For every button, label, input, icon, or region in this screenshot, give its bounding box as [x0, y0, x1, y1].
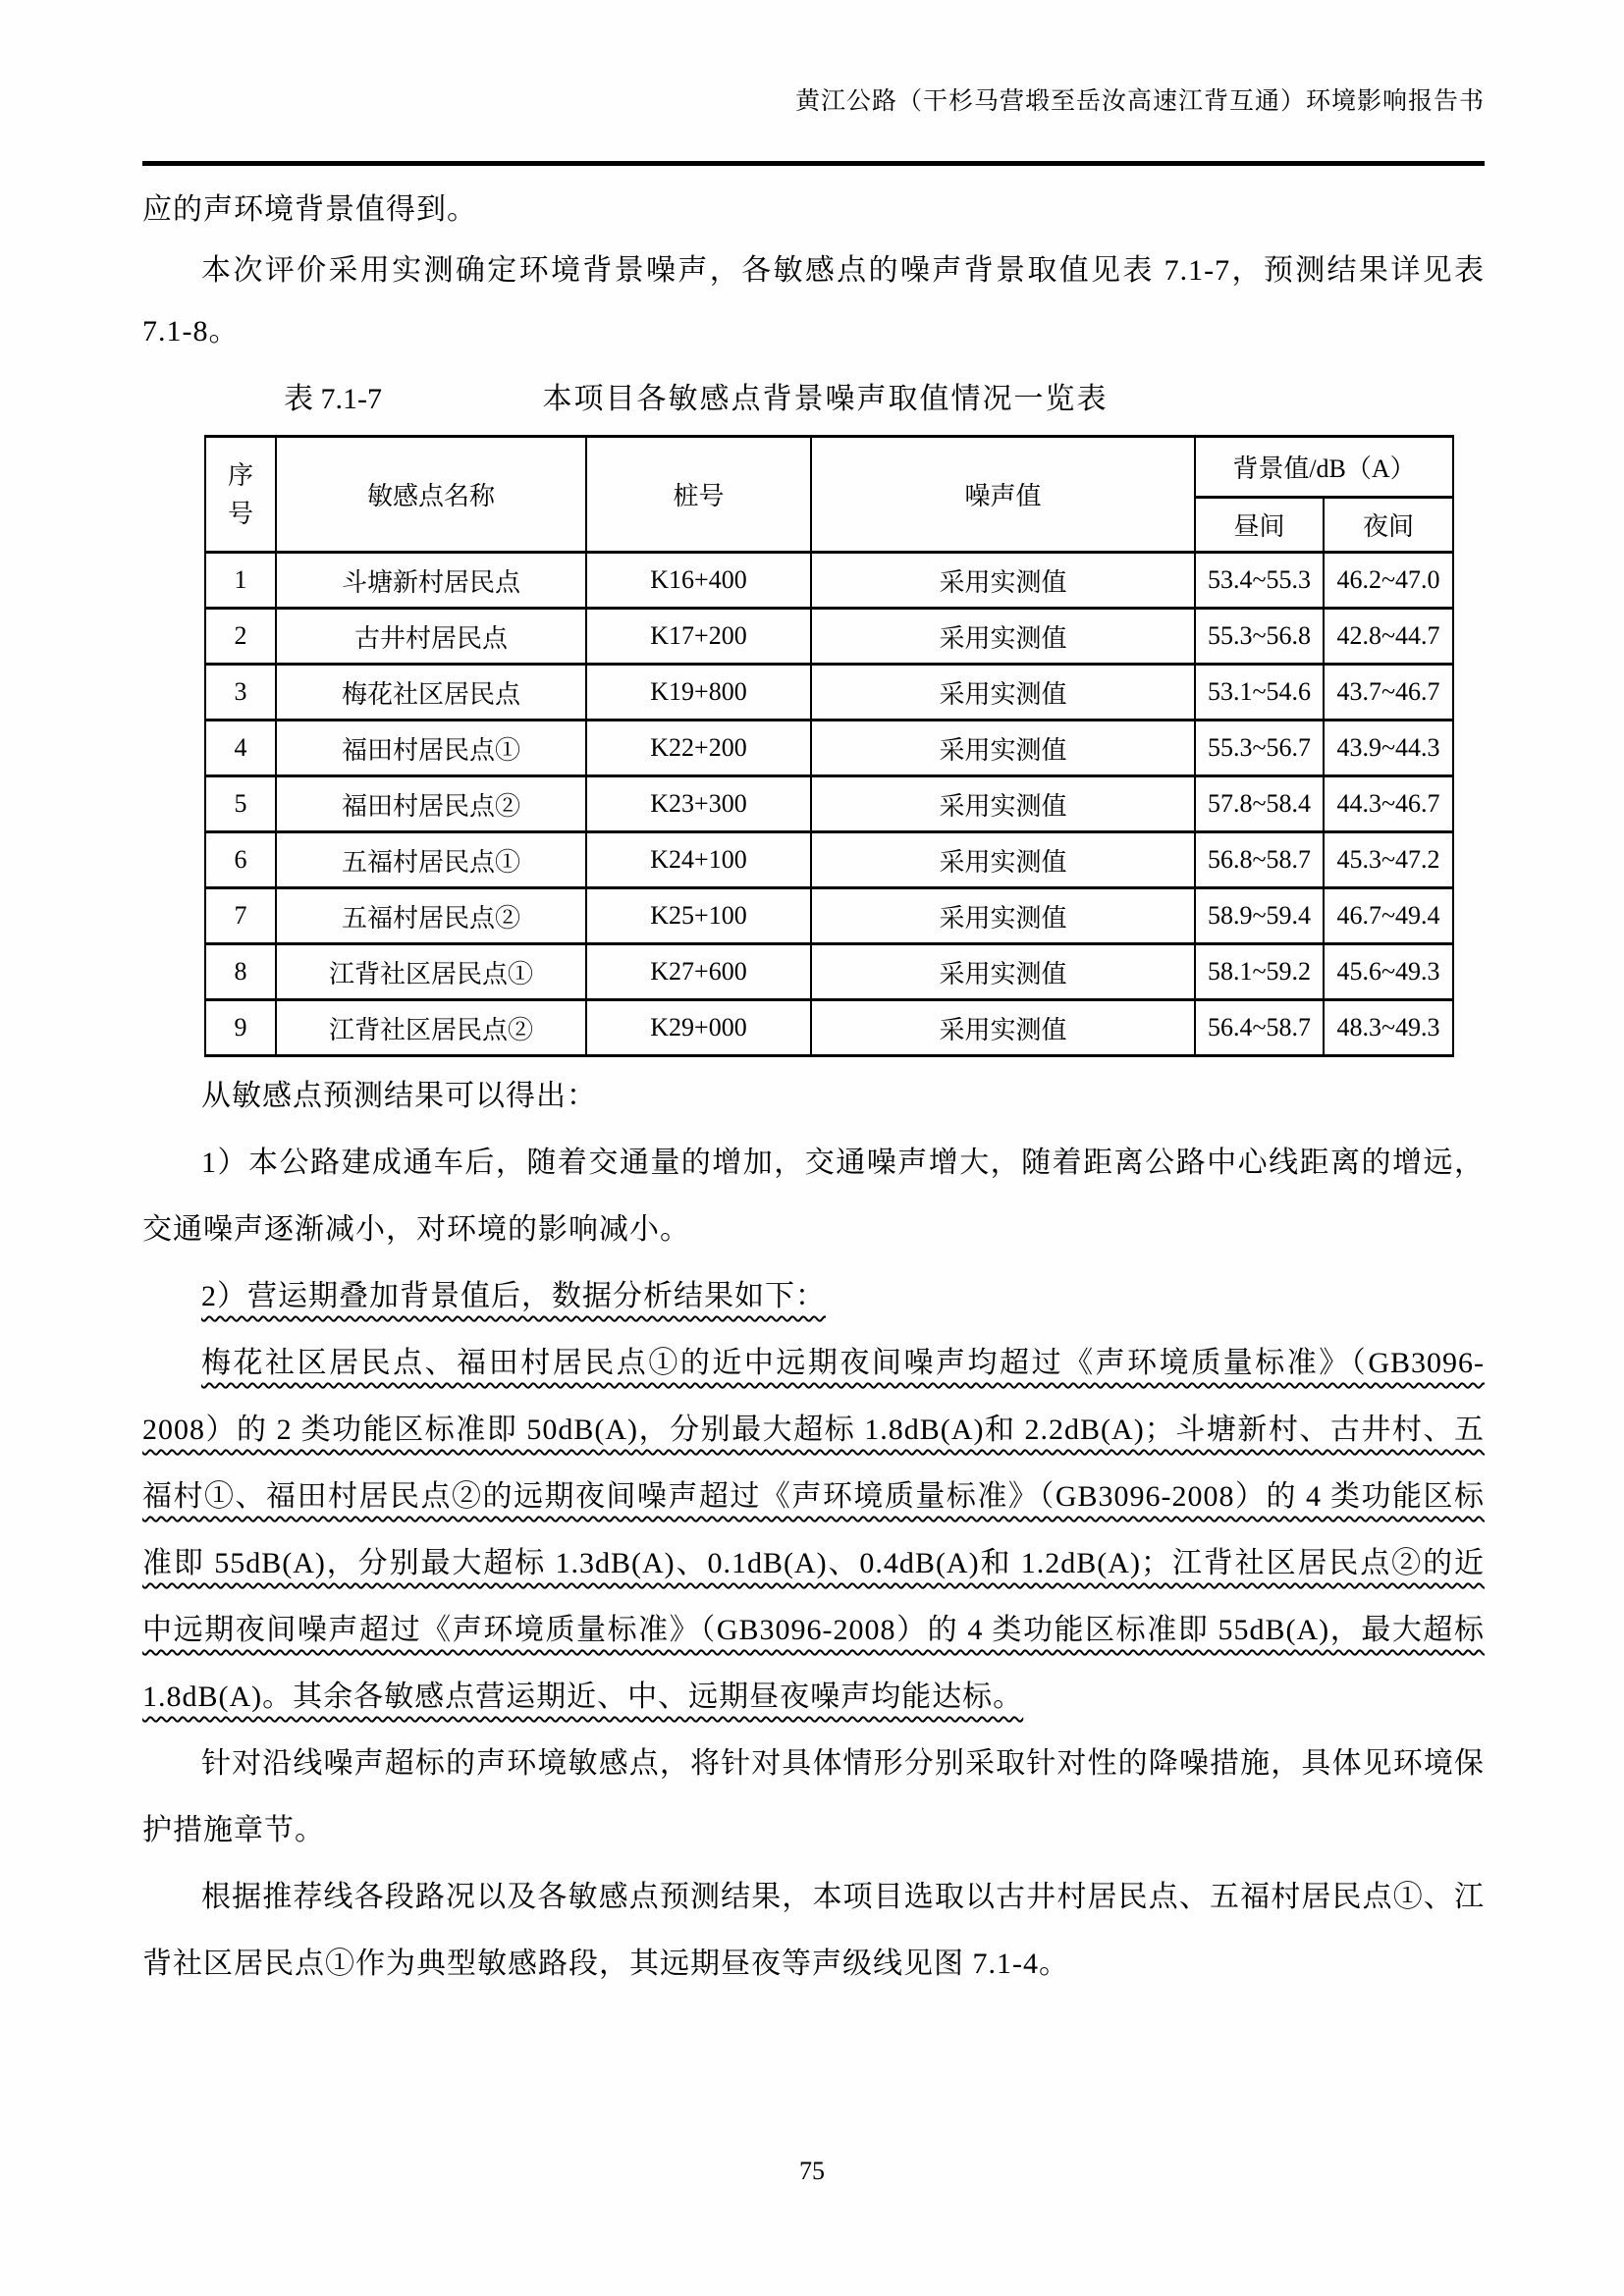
table-row	[205, 665, 1453, 721]
paragraph-mitigation: 针对沿线噪声超标的声环境敏感点，将针对具体情形分别采取针对性的降噪措施，具体见环境保护措施章节。	[142, 1747, 1485, 1846]
cell-noise: 采用实测值	[811, 609, 1195, 665]
cell-name: 五福村居民点②	[276, 888, 586, 944]
cell-night: 45.6~49.3	[1324, 944, 1453, 1000]
table-row	[205, 553, 1453, 609]
analysis-section	[142, 1063, 1485, 1998]
cell-night: 44.3~46.7	[1324, 776, 1453, 832]
cell-day: 53.1~54.6	[1195, 665, 1324, 721]
cell-name: 江背社区居民点①	[276, 944, 586, 1000]
table-row	[205, 888, 1453, 944]
cell-night: 43.9~44.3	[1324, 721, 1453, 776]
cell-stake: K24+100	[586, 832, 811, 888]
table-row	[205, 609, 1453, 665]
cell-day: 56.4~58.7	[1195, 1000, 1324, 1056]
header-cell-index: 序号	[205, 437, 276, 553]
table-row	[205, 776, 1453, 832]
background-noise-table	[204, 435, 1454, 1057]
table-caption-label: 表 7.1-7	[284, 383, 382, 415]
header-cell-background: 背景值/dB（A）	[1195, 437, 1453, 498]
cell-name: 五福村居民点①	[276, 832, 586, 888]
cell-noise: 采用实测值	[811, 721, 1195, 776]
paragraph-intro-tail: 应的声环境背景值得到。	[142, 193, 477, 226]
cell-night: 46.2~47.0	[1324, 553, 1453, 609]
paragraph-method: 本次评价采用实测确定环境背景噪声，各敏感点的噪声背景取值见表 7.1-7，预测结果详见表 7.1-8。	[142, 254, 1485, 347]
cell-noise: 采用实测值	[811, 553, 1195, 609]
cell-name: 斗塘新村居民点	[276, 553, 586, 609]
table-row	[205, 1000, 1453, 1056]
table-row	[205, 721, 1453, 776]
cell-day: 58.9~59.4	[1195, 888, 1324, 944]
cell-day: 58.1~59.2	[1195, 944, 1324, 1000]
header-cell-noise: 噪声值	[811, 437, 1195, 553]
cell-name: 梅花社区居民点	[276, 665, 586, 721]
cell-name: 江背社区居民点②	[276, 1000, 586, 1056]
cell-stake: K25+100	[586, 888, 811, 944]
cell-stake: K17+200	[586, 609, 811, 665]
cell-index: 1	[205, 553, 276, 609]
cell-noise: 采用实测值	[811, 665, 1195, 721]
paragraph-typical-sections: 根据推荐线各段路况以及各敏感点预测结果，本项目选取以古井村居民点、五福村居民点①、江背社区居民点①作为典型敏感路段，其远期昼夜等声级线见图 7.1-4。	[142, 1881, 1485, 1980]
cell-index: 7	[205, 888, 276, 944]
running-header: 黄江公路（干杉马营塅至岳汝高速江背互通）环境影响报告书	[794, 88, 1485, 115]
paragraph-conclusion-lead: 从敏感点预测结果可以得出：	[201, 1080, 597, 1112]
header-rule	[142, 161, 1485, 166]
page-content	[0, 86, 1624, 1998]
cell-index: 5	[205, 776, 276, 832]
cell-noise: 采用实测值	[811, 1000, 1195, 1056]
cell-noise: 采用实测值	[811, 832, 1195, 888]
cell-stake: K27+600	[586, 944, 811, 1000]
cell-index: 2	[205, 609, 276, 665]
table-header-row-1	[205, 437, 1453, 498]
cell-stake: K23+300	[586, 776, 811, 832]
page-number: 75	[799, 2157, 825, 2185]
table-row	[205, 944, 1453, 1000]
cell-night: 48.3~49.3	[1324, 1000, 1453, 1056]
cell-index: 4	[205, 721, 276, 776]
cell-name: 福田村居民点②	[276, 776, 586, 832]
cell-noise: 采用实测值	[811, 776, 1195, 832]
cell-index: 6	[205, 832, 276, 888]
header-cell-stake: 桩号	[586, 437, 811, 553]
cell-index: 3	[205, 665, 276, 721]
cell-stake: K22+200	[586, 721, 811, 776]
cell-night: 45.3~47.2	[1324, 832, 1453, 888]
paragraph-point-2: 2）营运期叠加背景值后，数据分析结果如下：	[201, 1280, 826, 1312]
table-row	[205, 832, 1453, 888]
header-cell-day: 昼间	[1195, 498, 1324, 553]
cell-night: 42.8~44.7	[1324, 609, 1453, 665]
cell-name: 古井村居民点	[276, 609, 586, 665]
cell-name: 福田村居民点①	[276, 721, 586, 776]
cell-stake: K19+800	[586, 665, 811, 721]
cell-night: 46.7~49.4	[1324, 888, 1453, 944]
cell-night: 43.7~46.7	[1324, 665, 1453, 721]
cell-day: 53.4~55.3	[1195, 553, 1324, 609]
table-caption	[142, 376, 1485, 423]
cell-stake: K16+400	[586, 553, 811, 609]
cell-day: 55.3~56.8	[1195, 609, 1324, 665]
header-cell-night: 夜间	[1324, 498, 1453, 553]
cell-day: 56.8~58.7	[1195, 832, 1324, 888]
cell-day: 55.3~56.7	[1195, 721, 1324, 776]
cell-stake: K29+000	[586, 1000, 811, 1056]
cell-index: 8	[205, 944, 276, 1000]
table-caption-title: 本项目各敏感点背景噪声取值情况一览表	[542, 383, 1109, 415]
paragraph-point-1: 1）本公路建成通车后，随着交通量的增加，交通噪声增大，随着距离公路中心线距离的增远，交通噪声逐渐减小，对环境的影响减小。	[142, 1147, 1485, 1246]
cell-index: 9	[205, 1000, 276, 1056]
cell-day: 57.8~58.4	[1195, 776, 1324, 832]
paragraph-exceedance-analysis: 梅花社区居民点、福田村居民点①的近中远期夜间噪声均超过《声环境质量标准》（GB3096-2008）的 2 类功能区标准即 50dB(A)，分别最大超标 1.8dB(A)和 2.2dB(A)；斗塘新村、古井村、五福村①、福田村居民点②的远期夜间噪声超过《声环境质量标准》（GB3096-2008）的 4 类功能区标准即 55dB(A)，分别最大超标 1.3dB(A)、0.1dB(A)、0.4dB(A)和 1.2dB(A)；江背社区居民点②的近中远期夜间噪声超过《声环境质量标准》（GB3096-2008）的 4 类功能区标准即 55dB(A)，最大超标 1.8dB(A)。其余各敏感点营运期近、中、远期昼夜噪声均能达标。	[142, 1347, 1485, 1713]
header-cell-name: 敏感点名称	[276, 437, 586, 553]
cell-noise: 采用实测值	[811, 944, 1195, 1000]
cell-noise: 采用实测值	[811, 888, 1195, 944]
